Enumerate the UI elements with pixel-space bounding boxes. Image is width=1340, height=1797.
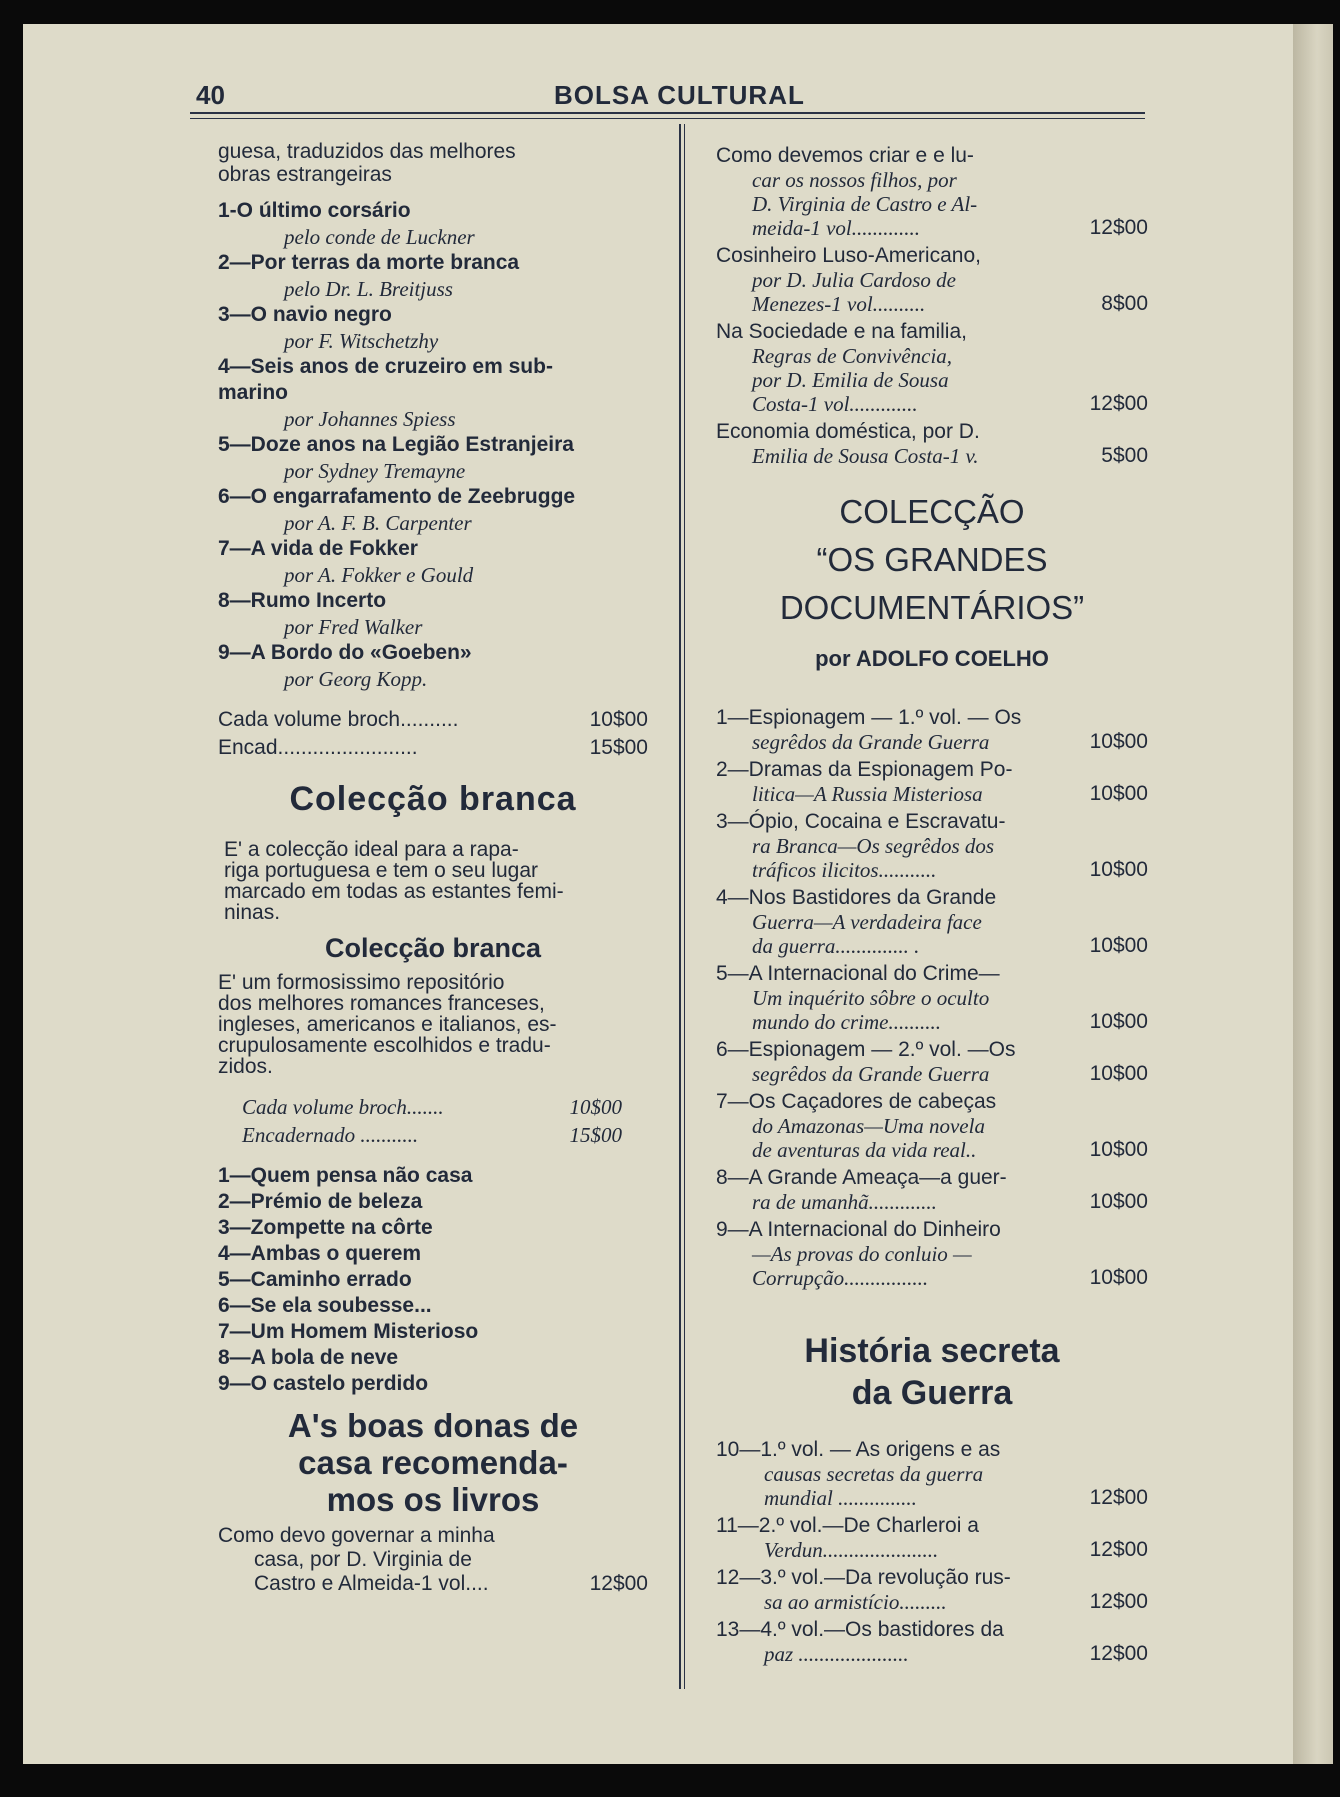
entry-text: car os nossos filhos, por	[752, 168, 957, 192]
book-entry	[716, 144, 1148, 240]
series-author: por Georg Kopp.	[284, 667, 428, 691]
book-entry	[716, 420, 1148, 468]
doc-entry	[716, 1090, 1148, 1162]
entry-text: 10—1.º vol. — As origens e as	[716, 1438, 1001, 1461]
entry-text: Emilia de Sousa Costa-1 v.	[752, 444, 979, 468]
description-line: zidos.	[218, 1055, 273, 1078]
entry-line	[716, 444, 1148, 468]
donas-line	[218, 1548, 648, 1572]
doc-entry	[716, 962, 1148, 1034]
entry-line	[716, 1566, 1148, 1590]
list-item: 6—Se ela soubesse...	[218, 1294, 432, 1317]
branca-description	[218, 839, 648, 923]
entry-text: Um inquérito sôbre o oculto	[752, 986, 990, 1010]
entry-text: 1—Espionagem — 1.º vol. — Os	[716, 706, 1022, 729]
price-label: Cada volume broch.......	[242, 1095, 444, 1119]
entry-text: 12—3.º vol.—Da revolução rus-	[716, 1566, 1011, 1589]
entry-line	[716, 1218, 1148, 1242]
hist-entry	[716, 1566, 1148, 1614]
intro-line: guesa, traduzidos das melhores	[218, 140, 516, 163]
hist-entry	[716, 1438, 1148, 1510]
heading-line: A's boas donas de	[287, 1407, 579, 1444]
entry-line	[716, 886, 1148, 910]
entry-line	[716, 1462, 1148, 1486]
donas-line	[218, 1572, 648, 1596]
entry-line	[716, 392, 1148, 416]
series-title: 2—Por terras da morte branca	[218, 251, 520, 274]
entry-text: Cosinheiro Luso-Americano,	[716, 244, 981, 267]
documentarios-author: por ADOLFO COELHO	[815, 646, 1049, 671]
entry-text: 8—A Grande Ameaça—a guer-	[716, 1166, 1007, 1189]
historia-list	[716, 1438, 1148, 1666]
entry-text: 2—Dramas da Espionagem Po-	[716, 758, 1013, 781]
book-entry	[716, 244, 1148, 316]
page-number: 40	[196, 80, 225, 110]
entry-line	[716, 1138, 1148, 1162]
entry-text: tráficos ilicitos...........	[752, 858, 937, 882]
price-value: 10$00	[1089, 1190, 1148, 1213]
list-item: 4—Ambas o querem	[218, 1242, 422, 1265]
header-rule	[190, 112, 1145, 114]
book-entry	[716, 320, 1148, 416]
list-item: 2—Prémio de beleza	[218, 1190, 423, 1213]
entry-line	[716, 344, 1148, 368]
list-item: 5—Caminho errado	[218, 1268, 412, 1291]
price-value: 10$00	[1089, 1266, 1148, 1289]
price-value: 12$00	[589, 1572, 648, 1595]
price-value: 10$00	[1089, 1062, 1148, 1085]
price-value: 12$00	[1089, 1486, 1148, 1509]
entry-text: segrêdos da Grande Guerra	[752, 730, 990, 754]
series-author: por F. Witschetzhy	[284, 329, 439, 353]
entry-text: Economia doméstica, por D.	[716, 420, 980, 443]
branca-price-list	[218, 1093, 622, 1149]
heading-line: da Guerra	[851, 1374, 1013, 1412]
heading-line: História secreta	[804, 1332, 1060, 1370]
series-title: 4—Seis anos de cruzeiro em sub-	[218, 355, 553, 378]
price-value: 12$00	[1089, 392, 1148, 415]
list-item: 1—Quem pensa não casa	[218, 1164, 473, 1187]
entry-text: 11—2.º vol.—De Charleroi a	[716, 1514, 979, 1537]
doc-entry	[716, 810, 1148, 882]
page-title: BOLSA CULTURAL	[554, 80, 805, 110]
heading-line: COLECÇÃO	[839, 493, 1025, 530]
entry-line	[716, 758, 1148, 782]
series-title: 7—A vida de Fokker	[218, 537, 418, 560]
entry-line	[716, 706, 1148, 730]
entry-line	[716, 1114, 1148, 1138]
series-list	[218, 198, 648, 692]
entry-text: do Amazonas—Uma novela	[752, 1114, 985, 1138]
price-row	[218, 706, 648, 734]
entry-text: ra Branca—Os segrêdos dos	[752, 834, 995, 858]
entry-line	[716, 934, 1148, 958]
entry-line	[716, 782, 1148, 806]
entry-line	[716, 1190, 1148, 1214]
page-spine	[1293, 24, 1333, 1764]
price-value: 5$00	[1101, 444, 1148, 467]
donas-text-line: Como devo governar a minha	[218, 1524, 495, 1547]
branca-description-2	[218, 972, 648, 1077]
entry-text: sa ao armistício.........	[764, 1590, 947, 1614]
entry-line	[716, 216, 1148, 240]
entry-line	[716, 168, 1148, 192]
description-line: E' um formosissimo repositório	[218, 971, 505, 994]
price-label: Encadernado ...........	[242, 1123, 419, 1147]
entry-line	[716, 1618, 1148, 1642]
entry-text: meida-1 vol.............	[752, 216, 920, 240]
list-item: 3—Zompette na côrte	[218, 1216, 433, 1239]
series-author: por A. Fokker e Gould	[284, 563, 474, 587]
entry-line	[716, 1514, 1148, 1538]
doc-entry	[716, 706, 1148, 754]
price-label: Cada volume broch..........	[218, 708, 459, 731]
entry-line	[716, 1010, 1148, 1034]
entry-text: Na Sociedade e na familia,	[716, 320, 967, 343]
price-value: 15$00	[569, 1123, 622, 1147]
price-value: 10$00	[569, 1095, 622, 1119]
entry-text: segrêdos da Grande Guerra	[752, 1062, 990, 1086]
entry-text: mundial ...............	[764, 1486, 917, 1510]
price-value: 10$00	[1089, 934, 1148, 957]
heading-line: casa recomenda-	[298, 1444, 568, 1481]
intro-text	[218, 140, 648, 186]
right-column	[716, 144, 1148, 1670]
price-value: 10$00	[589, 708, 648, 731]
entry-line	[716, 320, 1148, 344]
price-value: 12$00	[1089, 1590, 1148, 1613]
entry-line	[716, 1266, 1148, 1290]
documentarios-heading	[716, 488, 1148, 632]
book-list	[716, 144, 1148, 468]
entry-line	[716, 1038, 1148, 1062]
entry-line	[716, 144, 1148, 168]
donas-text	[218, 1524, 648, 1596]
entry-text: mundo do crime..........	[752, 1010, 941, 1034]
price-value: 10$00	[1089, 782, 1148, 805]
entry-text: ra de umanhã.............	[752, 1190, 937, 1214]
description-line: E' a colecção ideal para a rapa-	[224, 838, 519, 861]
entry-line	[716, 986, 1148, 1010]
entry-text: 4—Nos Bastidores da Grande	[716, 886, 997, 909]
entry-text: Como devemos criar e e lu-	[716, 144, 974, 167]
header-rule-thin	[190, 118, 1145, 119]
price-row	[218, 734, 648, 762]
entry-line	[716, 1166, 1148, 1190]
doc-entry	[716, 1038, 1148, 1086]
price-value: 12$00	[1089, 1642, 1148, 1665]
description-line: marcado em todas as estantes femi-	[224, 880, 564, 903]
entry-text: 9—A Internacional do Dinheiro	[716, 1218, 1001, 1241]
entry-line	[716, 1438, 1148, 1462]
hist-entry	[716, 1618, 1148, 1666]
branca-heading: Colecção branca	[289, 780, 577, 818]
price-value: 12$00	[1089, 1538, 1148, 1561]
entry-line	[716, 1062, 1148, 1086]
price-list	[218, 706, 648, 762]
entry-text: Menezes-1 vol..........	[752, 292, 926, 316]
entry-line	[716, 1642, 1148, 1666]
price-value: 15$00	[589, 736, 648, 759]
entry-line	[716, 1486, 1148, 1510]
entry-line	[716, 834, 1148, 858]
entry-text: 7—Os Caçadores de cabeças	[716, 1090, 997, 1113]
entry-line	[716, 244, 1148, 268]
description-line: dos melhores romances franceses,	[218, 992, 545, 1015]
column-divider-thin	[684, 124, 685, 1689]
series-author: por Johannes Spiess	[284, 407, 456, 431]
entry-text: litica—A Russia Misteriosa	[752, 782, 983, 806]
branca-heading-secondary: Colecção branca	[324, 933, 542, 963]
historia-heading	[716, 1330, 1148, 1414]
price-row	[242, 1093, 622, 1121]
price-value: 12$00	[1089, 216, 1148, 239]
description-line: ninas.	[224, 901, 281, 924]
entry-text: 3—Ópio, Cocaina e Escravatu-	[716, 810, 1006, 833]
entry-text: de aventuras da vida real..	[752, 1138, 977, 1162]
entry-text: 13—4.º vol.—Os bastidores da	[716, 1618, 1004, 1641]
entry-line	[716, 268, 1148, 292]
description-line: ingleses, americanos e italianos, es-	[218, 1013, 557, 1036]
intro-line: obras estrangeiras	[218, 163, 392, 186]
doc-entry	[716, 1166, 1148, 1214]
donas-heading	[218, 1407, 648, 1518]
entry-text: Guerra—A verdadeira face	[752, 910, 982, 934]
entry-text: por D. Emilia de Sousa	[752, 368, 949, 392]
entry-text: Costa-1 vol.............	[752, 392, 918, 416]
series-author: pelo conde de Luckner	[284, 225, 475, 249]
donas-text-line: casa, por D. Virginia de	[254, 1548, 472, 1571]
heading-line: DOCUMENTÁRIOS”	[779, 589, 1085, 626]
series-title-cont: marino	[218, 381, 289, 404]
documentarios-list	[716, 706, 1148, 1290]
branca-items	[218, 1163, 648, 1397]
series-author: por A. F. B. Carpenter	[284, 511, 472, 535]
hist-entry	[716, 1514, 1148, 1562]
entry-line	[716, 1538, 1148, 1562]
price-value: 8$00	[1101, 292, 1148, 315]
entry-text: causas secretas da guerra	[764, 1462, 984, 1486]
entry-line	[716, 858, 1148, 882]
series-title: 1-O último corsário	[218, 199, 411, 222]
entry-line	[716, 910, 1148, 934]
description-line: crupulosamente escolhidos e tradu-	[218, 1034, 551, 1057]
description-line: riga portuguesa e tem o seu lugar	[224, 859, 539, 882]
series-title: 5—Doze anos na Legião Estranjeira	[218, 433, 574, 456]
entry-line	[716, 1090, 1148, 1114]
entry-line	[716, 962, 1148, 986]
list-item: 7—Um Homem Misterioso	[218, 1320, 479, 1343]
series-author: por Sydney Tremayne	[284, 459, 466, 483]
entry-text: Verdun......................	[764, 1538, 939, 1562]
price-value: 10$00	[1089, 730, 1148, 753]
entry-text: D. Virginia de Castro e Al-	[752, 192, 978, 216]
heading-line: “OS GRANDES	[816, 541, 1048, 578]
entry-text: paz .....................	[764, 1642, 909, 1666]
entry-line	[716, 730, 1148, 754]
price-label: Encad........................	[218, 736, 418, 759]
entry-text: —As provas do conluio —	[752, 1242, 972, 1266]
entry-text: da guerra.............. .	[752, 934, 920, 958]
entry-text: 6—Espionagem — 2.º vol. —Os	[716, 1038, 1016, 1061]
entry-line	[716, 1242, 1148, 1266]
entry-line	[716, 368, 1148, 392]
donas-line	[218, 1524, 648, 1548]
heading-line: mos os livros	[326, 1481, 540, 1518]
column-divider	[679, 124, 681, 1689]
list-item: 8—A bola de neve	[218, 1346, 399, 1369]
series-author: pelo Dr. L. Breitjuss	[284, 277, 453, 301]
doc-entry	[716, 758, 1148, 806]
entry-text: por D. Julia Cardoso de	[752, 268, 956, 292]
entry-line	[716, 1590, 1148, 1614]
price-row	[242, 1121, 622, 1149]
entry-line	[716, 192, 1148, 216]
series-title: 6—O engarrafamento de Zeebrugge	[218, 485, 576, 508]
entry-line	[716, 420, 1148, 444]
price-value: 10$00	[1089, 858, 1148, 881]
series-author: por Fred Walker	[284, 615, 423, 639]
entry-text: 5—A Internacional do Crime—	[716, 962, 1000, 985]
series-title: 9—A Bordo do «Goeben»	[218, 641, 472, 664]
series-title: 8—Rumo Incerto	[218, 589, 387, 612]
left-column	[218, 140, 648, 1596]
list-item: 9—O castelo perdido	[218, 1372, 429, 1395]
price-value: 10$00	[1089, 1138, 1148, 1161]
series-title: 3—O navio negro	[218, 303, 392, 326]
entry-text: Regras de Convivência,	[752, 344, 953, 368]
donas-text-line: Castro e Almeida-1 vol....	[254, 1572, 489, 1595]
entry-line	[716, 810, 1148, 834]
entry-text: Corrupção................	[752, 1266, 929, 1290]
doc-entry	[716, 1218, 1148, 1290]
entry-line	[716, 292, 1148, 316]
price-value: 10$00	[1089, 1010, 1148, 1033]
doc-entry	[716, 886, 1148, 958]
